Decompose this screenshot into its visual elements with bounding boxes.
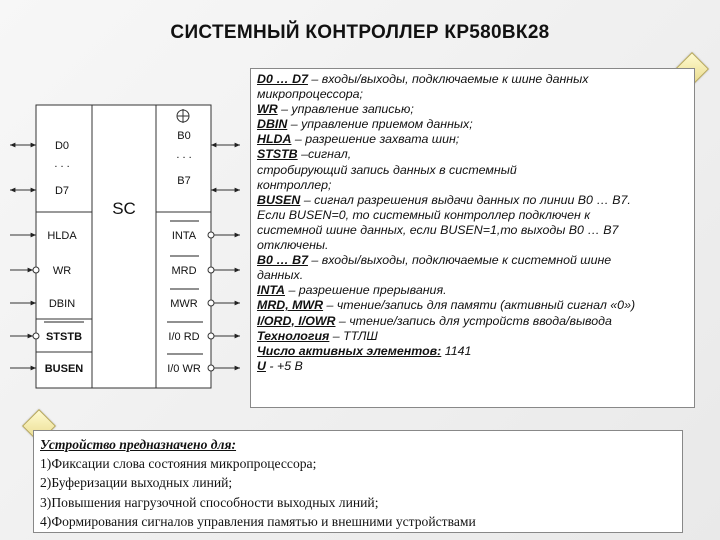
pin-label-ststb: STSTB bbox=[45, 331, 83, 343]
chip-center-label: SC bbox=[112, 199, 136, 218]
pin-bubble-mrd bbox=[208, 267, 214, 273]
desc-line: HLDA – разрешение захвата шин; bbox=[257, 132, 460, 147]
purpose-item: 1)Фиксации слова состояния микропроцессора; bbox=[40, 456, 317, 472]
desc-line: Технология – ТТЛШ bbox=[257, 328, 378, 343]
desc-line: В0 … В7 – входы/выходы, подключаемые к системной шине bbox=[257, 253, 612, 268]
pin-label-iowr: I/0 WR bbox=[167, 363, 201, 375]
pin-label-wr: WR bbox=[52, 265, 72, 277]
desc-line: BUSEN – сигнал разрешения выдачи данных по линии В0 … В7. bbox=[257, 192, 631, 207]
pin-label-dots-left: . . . bbox=[54, 158, 70, 170]
pin-label-b0: B0 bbox=[177, 130, 191, 142]
desc-line: I/ORD, I/OWR – чтение/запись для устройств ввода/вывода bbox=[257, 313, 612, 328]
pin-label-b7: B7 bbox=[177, 175, 191, 187]
chip-diagram bbox=[0, 0, 250, 400]
desc-line: стробирующий запись данных в системный bbox=[257, 162, 517, 177]
pin-bubble-inta bbox=[208, 232, 214, 238]
signal-description-box bbox=[250, 68, 695, 408]
pin-label-iord: I/0 RD bbox=[168, 331, 200, 343]
desc-line: STSTB –сигнал, bbox=[257, 147, 352, 162]
desc-line: микропроцессора; bbox=[257, 87, 363, 102]
desc-line: DBIN – управление приемом данных; bbox=[257, 117, 473, 132]
desc-line: Если BUSEN=0, то системный контроллер подключен к bbox=[257, 207, 591, 222]
desc-line: системной шине данных, если BUSEN=1,то выходы В0 … В7 bbox=[257, 222, 619, 237]
pin-bubble-wr bbox=[33, 267, 39, 273]
bidirectional-bus-icon bbox=[177, 109, 189, 123]
pin-bubble-iowr bbox=[208, 365, 214, 371]
purpose-item: 3)Повышения нагрузочной способности выходных линий; bbox=[40, 494, 379, 510]
purpose-item: 2)Буферизации выходных линий; bbox=[40, 475, 233, 491]
desc-line: WR – управление записью; bbox=[257, 102, 414, 117]
pin-label-dbin: DBIN bbox=[48, 298, 76, 310]
pin-bubble-iord bbox=[208, 333, 214, 339]
pin-label-inta: INTA bbox=[171, 230, 197, 242]
pin-label-d7: D7 bbox=[54, 185, 70, 197]
purpose-item: 4)Формирования сигналов управления памятью и внешними устройствами bbox=[40, 513, 476, 529]
desc-line: Число активных элементов: 1141 bbox=[257, 343, 472, 358]
desc-line: отключены. bbox=[257, 238, 329, 253]
pin-label-hlda: HLDA bbox=[47, 230, 77, 242]
pin-bubble-ststb bbox=[33, 333, 39, 339]
desc-line: MRD, MWR – чтение/запись для памяти (активный сигнал «0») bbox=[257, 298, 636, 313]
pin-label-dots-right: . . . bbox=[176, 149, 192, 161]
pin-label-d0: D0 bbox=[54, 140, 70, 152]
pin-label-mwr: MWR bbox=[170, 298, 198, 310]
slide-title: СИСТЕМНЫЙ КОНТРОЛЛЕР КР580ВК28 bbox=[170, 22, 550, 43]
desc-line: данных. bbox=[257, 268, 304, 283]
purpose-box bbox=[33, 430, 683, 533]
desc-line: контроллер; bbox=[257, 177, 332, 192]
pin-label-mrd: MRD bbox=[171, 265, 197, 277]
desc-line: D0 … D7 – входы/выходы, подключаемые к шине данных bbox=[257, 72, 589, 86]
desc-line: U - +5 B bbox=[257, 358, 303, 373]
purpose-heading: Устройство предназначено для: bbox=[40, 437, 237, 452]
pin-bubble-mwr bbox=[208, 300, 214, 306]
desc-line: INTA – разрешение прерывания. bbox=[257, 283, 447, 298]
pin-label-busen: BUSEN bbox=[44, 363, 84, 375]
